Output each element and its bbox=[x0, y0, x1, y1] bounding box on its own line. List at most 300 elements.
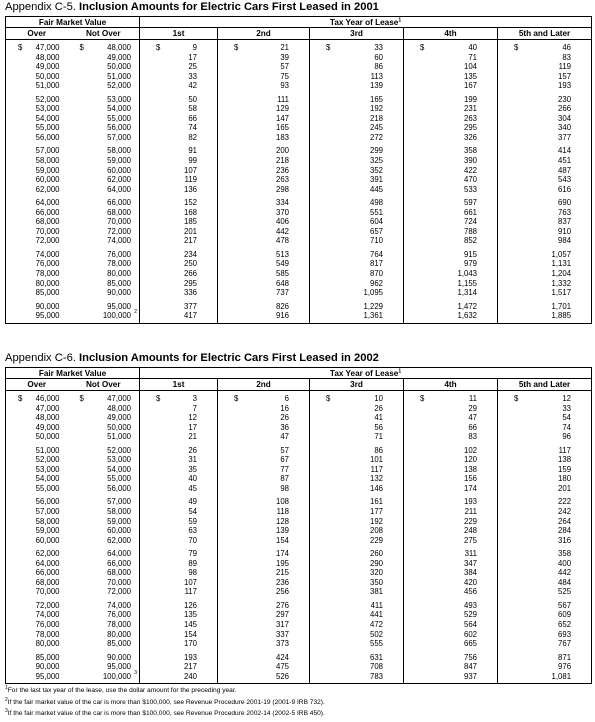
cell-value: 74,000 bbox=[107, 600, 132, 610]
dollar-sign bbox=[80, 53, 88, 63]
dollar-sign bbox=[18, 250, 26, 260]
cell-value: 156 bbox=[464, 474, 478, 484]
dollar-sign bbox=[234, 620, 242, 630]
dollar-sign bbox=[234, 104, 242, 114]
inclusion-table-2002 bbox=[5, 367, 592, 684]
dollar-sign bbox=[514, 166, 522, 176]
data-cell-column bbox=[498, 494, 592, 546]
dollar-sign bbox=[156, 662, 164, 672]
dollar-sign bbox=[234, 156, 242, 166]
dollar-sign bbox=[156, 610, 164, 620]
cell-value: 358 bbox=[464, 146, 478, 156]
cell-value: 154 bbox=[276, 535, 290, 545]
table-cell bbox=[6, 446, 68, 456]
table-cell bbox=[498, 653, 591, 663]
cell-value: 101 bbox=[370, 455, 384, 465]
cell-value: 661 bbox=[464, 207, 478, 217]
dollar-sign bbox=[156, 404, 164, 414]
dollar-sign bbox=[420, 601, 428, 611]
cell-value: 66,000 bbox=[35, 207, 60, 217]
cell-value: 129 bbox=[276, 104, 290, 114]
table-cell bbox=[140, 559, 217, 569]
cell-value: 317 bbox=[276, 620, 290, 630]
cell-value: 54,000 bbox=[35, 474, 60, 484]
cell-value: 68,000 bbox=[107, 207, 132, 217]
table-cell bbox=[404, 250, 497, 260]
dollar-sign bbox=[326, 133, 334, 143]
table-cell bbox=[6, 62, 68, 72]
dollar-sign bbox=[420, 630, 428, 640]
data-cell-column bbox=[404, 247, 498, 299]
dollar-sign bbox=[420, 536, 428, 546]
dollar-sign bbox=[18, 507, 26, 517]
table-cell bbox=[68, 465, 140, 475]
table-cell bbox=[404, 497, 497, 507]
dollar-sign bbox=[80, 62, 88, 72]
table-cell bbox=[68, 236, 140, 246]
dollar-sign bbox=[156, 620, 164, 630]
table-cell bbox=[310, 311, 403, 321]
cell-value: 64,000 bbox=[107, 549, 132, 559]
cell-value: 185 bbox=[184, 217, 198, 227]
data-group-row bbox=[6, 598, 592, 650]
cell-value: 50,000 bbox=[35, 71, 60, 81]
table-cell bbox=[498, 185, 591, 195]
dollar-sign bbox=[514, 413, 522, 423]
dollar-sign bbox=[156, 474, 164, 484]
data-cell-column bbox=[68, 443, 140, 495]
cell-value: 211 bbox=[464, 507, 478, 517]
footnote-marker: 3 bbox=[5, 707, 8, 714]
cell-value: 57,000 bbox=[107, 497, 132, 507]
dollar-sign: $ bbox=[79, 394, 84, 403]
cell-value: 55,000 bbox=[35, 483, 60, 493]
cell-value: 113 bbox=[370, 71, 384, 81]
cell-value: 657 bbox=[370, 226, 384, 236]
dollar-sign bbox=[80, 620, 88, 630]
dollar-sign bbox=[420, 507, 428, 517]
table-cell bbox=[140, 217, 217, 227]
table-cell bbox=[498, 517, 591, 527]
table-cell bbox=[68, 269, 140, 279]
data-group-row bbox=[6, 494, 592, 546]
dollar-sign bbox=[80, 133, 88, 143]
table-cell bbox=[310, 432, 403, 442]
tax-year-label: Tax Year of Lease bbox=[329, 368, 399, 378]
table-cell bbox=[404, 185, 497, 195]
dollar-sign bbox=[156, 123, 164, 133]
table-cell bbox=[310, 423, 403, 433]
dollar-sign bbox=[80, 198, 88, 208]
cell-value: 54 bbox=[188, 507, 198, 517]
cell-value: 916 bbox=[276, 311, 290, 321]
data-cell-column bbox=[6, 546, 68, 598]
table-cell bbox=[6, 104, 68, 114]
cell-value: 159 bbox=[558, 464, 572, 474]
data-cell-column bbox=[218, 92, 310, 144]
cell-value: 47 bbox=[468, 413, 478, 423]
cell-value: 58,000 bbox=[107, 507, 132, 517]
data-cell-column bbox=[404, 391, 498, 443]
table-cell bbox=[404, 526, 497, 536]
group-header-row bbox=[6, 17, 592, 28]
dollar-sign bbox=[156, 432, 164, 442]
cell-value: 98 bbox=[188, 568, 198, 578]
cell-value: 50 bbox=[188, 94, 198, 104]
table-cell bbox=[140, 394, 217, 404]
dollar-sign bbox=[80, 250, 88, 260]
table-cell bbox=[498, 43, 591, 53]
data-cell-column bbox=[218, 650, 310, 684]
cell-value: 117 bbox=[370, 464, 384, 474]
cell-value: 609 bbox=[558, 610, 572, 620]
table-cell bbox=[404, 236, 497, 246]
dollar-sign bbox=[326, 413, 334, 423]
dollar-sign bbox=[420, 227, 428, 237]
table-cell bbox=[68, 146, 140, 156]
dollar-sign bbox=[514, 474, 522, 484]
data-cell-column bbox=[404, 546, 498, 598]
table-cell bbox=[218, 413, 309, 423]
dollar-sign bbox=[420, 474, 428, 484]
table-cell bbox=[140, 497, 217, 507]
table-cell bbox=[6, 432, 68, 442]
cell-value: 108 bbox=[276, 497, 290, 507]
cell-value: 80,000 bbox=[35, 639, 60, 649]
dollar-sign bbox=[156, 526, 164, 536]
data-cell-column bbox=[310, 650, 404, 684]
cell-value: 72,000 bbox=[35, 600, 60, 610]
table-cell bbox=[6, 208, 68, 218]
cell-value: 100,000 bbox=[102, 671, 132, 681]
cell-value: 85,000 bbox=[107, 278, 132, 288]
dollar-sign bbox=[18, 630, 26, 640]
cell-value: 147 bbox=[276, 113, 290, 123]
dollar-sign bbox=[234, 578, 242, 588]
cell-value: 350 bbox=[370, 577, 384, 587]
cell-value: 54 bbox=[562, 413, 572, 423]
dollar-sign bbox=[156, 72, 164, 82]
data-cell-column bbox=[140, 92, 218, 144]
dollar-sign bbox=[420, 133, 428, 143]
table-cell bbox=[6, 423, 68, 433]
cell-value: 117 bbox=[184, 587, 198, 597]
table-cell bbox=[68, 288, 140, 298]
cell-value: 484 bbox=[558, 577, 572, 587]
table-cell bbox=[404, 198, 497, 208]
cell-value: 76,000 bbox=[107, 610, 132, 620]
table-cell bbox=[310, 474, 403, 484]
dollar-sign bbox=[156, 288, 164, 298]
dollar-sign bbox=[514, 250, 522, 260]
cell-value: 99 bbox=[188, 156, 198, 166]
table-cell bbox=[404, 474, 497, 484]
cell-value: 91 bbox=[188, 146, 198, 156]
table-cell bbox=[140, 72, 217, 82]
dollar-sign bbox=[420, 175, 428, 185]
dollar-sign bbox=[326, 250, 334, 260]
table-cell bbox=[68, 114, 140, 124]
table-cell bbox=[6, 288, 68, 298]
table-cell bbox=[140, 653, 217, 663]
table-cell bbox=[404, 465, 497, 475]
cell-value: 59,000 bbox=[107, 516, 132, 526]
table-cell bbox=[6, 279, 68, 289]
dollar-sign bbox=[234, 302, 242, 312]
dollar-sign bbox=[514, 620, 522, 630]
table-cell bbox=[404, 423, 497, 433]
cell-value: 229 bbox=[464, 516, 478, 526]
dollar-sign bbox=[18, 517, 26, 527]
cell-value: 487 bbox=[558, 165, 572, 175]
dollar-sign bbox=[514, 497, 522, 507]
cell-value: 76,000 bbox=[107, 249, 132, 259]
cell-value: 390 bbox=[464, 156, 478, 166]
dollar-sign bbox=[18, 423, 26, 433]
dollar-sign bbox=[420, 423, 428, 433]
table-cell bbox=[140, 526, 217, 536]
table-cell bbox=[140, 639, 217, 649]
data-cell-column bbox=[140, 391, 218, 443]
cell-value: 12 bbox=[188, 413, 198, 423]
dollar-sign bbox=[18, 578, 26, 588]
cell-value: 533 bbox=[464, 184, 478, 194]
dollar-sign bbox=[80, 446, 88, 456]
table-cell bbox=[218, 62, 309, 72]
data-cell-column bbox=[140, 598, 218, 650]
cell-value: 139 bbox=[370, 81, 384, 91]
table-cell bbox=[140, 601, 217, 611]
cell-value: 334 bbox=[276, 198, 290, 208]
cell-value: 420 bbox=[464, 577, 478, 587]
dollar-sign bbox=[420, 288, 428, 298]
table-cell bbox=[68, 198, 140, 208]
dollar-sign bbox=[420, 662, 428, 672]
cell-value: 11 bbox=[468, 394, 478, 403]
dollar-sign bbox=[326, 601, 334, 611]
dollar-sign bbox=[156, 672, 164, 682]
cell-value: 788 bbox=[464, 226, 478, 236]
cell-value: 208 bbox=[370, 526, 384, 536]
dollar-sign bbox=[420, 208, 428, 218]
table-cell bbox=[310, 653, 403, 663]
dollar-sign bbox=[234, 630, 242, 640]
dollar-sign bbox=[420, 653, 428, 663]
cell-value: 201 bbox=[558, 483, 572, 493]
cell-value: 1,332 bbox=[551, 278, 572, 288]
cell-value: 183 bbox=[276, 132, 290, 142]
table-cell bbox=[498, 404, 591, 414]
cell-value: 72,000 bbox=[107, 226, 132, 236]
table-title-main: Inclusion Amounts for Electric Cars First Leased in 2001 bbox=[79, 1, 379, 13]
column-header: 5th and Later bbox=[498, 28, 592, 40]
dollar-sign bbox=[514, 95, 522, 105]
cell-value: 236 bbox=[276, 577, 290, 587]
dollar-sign bbox=[420, 620, 428, 630]
dollar-sign bbox=[420, 166, 428, 176]
table-cell bbox=[6, 568, 68, 578]
dollar-sign bbox=[420, 114, 428, 124]
cell-value: 33 bbox=[188, 71, 198, 81]
cell-value: 86 bbox=[374, 445, 384, 455]
dollar-sign bbox=[80, 227, 88, 237]
table-cell bbox=[6, 95, 68, 105]
dollar-sign bbox=[514, 639, 522, 649]
dollar-sign bbox=[234, 587, 242, 597]
cell-value: 424 bbox=[276, 652, 290, 662]
table-cell bbox=[140, 662, 217, 672]
cell-value: 17 bbox=[188, 52, 198, 62]
dollar-sign bbox=[234, 526, 242, 536]
dollar-sign bbox=[234, 175, 242, 185]
cell-value: 89 bbox=[188, 558, 198, 568]
table-cell bbox=[498, 413, 591, 423]
dollar-sign bbox=[156, 601, 164, 611]
table-cell bbox=[310, 404, 403, 414]
table-cell bbox=[498, 474, 591, 484]
dollar-sign bbox=[420, 250, 428, 260]
cell-value: 767 bbox=[558, 639, 572, 649]
dollar-sign bbox=[514, 587, 522, 597]
cell-value: 26 bbox=[188, 445, 198, 455]
table-cell bbox=[218, 43, 309, 53]
dollar-sign bbox=[514, 432, 522, 442]
dollar-sign bbox=[80, 507, 88, 517]
cell-value: 1,632 bbox=[457, 311, 478, 321]
table-cell bbox=[310, 53, 403, 63]
data-cell-column bbox=[498, 299, 592, 324]
data-cell-column bbox=[498, 195, 592, 247]
table-title-prefix: Appendix C-6. bbox=[5, 352, 76, 364]
dollar-sign bbox=[420, 465, 428, 475]
dollar-sign bbox=[234, 227, 242, 237]
table-cell bbox=[404, 455, 497, 465]
dollar-sign bbox=[156, 259, 164, 269]
footnote-text: If the fair market value of the car is more than $100,000, see Revenue Procedure 2001-19 (2001-9 IRB 732). bbox=[7, 699, 325, 706]
cell-value: 85,000 bbox=[35, 288, 60, 298]
dollar-sign bbox=[514, 227, 522, 237]
table-cell bbox=[218, 95, 309, 105]
dollar-sign bbox=[18, 672, 26, 682]
cell-value: 78,000 bbox=[35, 269, 60, 279]
dollar-sign bbox=[234, 208, 242, 218]
table-cell bbox=[68, 601, 140, 611]
data-cell-column bbox=[218, 443, 310, 495]
table-cell bbox=[498, 62, 591, 72]
dollar-sign bbox=[156, 302, 164, 312]
dollar-sign bbox=[80, 559, 88, 569]
table-cell bbox=[310, 672, 403, 682]
cell-value: 451 bbox=[558, 156, 572, 166]
table-cell bbox=[140, 302, 217, 312]
dollar-sign bbox=[514, 279, 522, 289]
cell-value: 373 bbox=[276, 639, 290, 649]
cell-value: 86 bbox=[374, 62, 384, 72]
dollar-sign bbox=[156, 423, 164, 433]
table-cell bbox=[498, 311, 591, 321]
cell-value: 26 bbox=[374, 403, 384, 413]
data-group-row bbox=[6, 299, 592, 324]
table-cell bbox=[310, 662, 403, 672]
table-cell bbox=[140, 95, 217, 105]
dollar-sign bbox=[326, 288, 334, 298]
table-cell bbox=[404, 517, 497, 527]
cell-value: 551 bbox=[370, 207, 384, 217]
dollar-sign bbox=[80, 568, 88, 578]
dollar-sign bbox=[514, 269, 522, 279]
table-cell bbox=[498, 484, 591, 494]
cell-value: 41 bbox=[374, 413, 384, 423]
table-cell bbox=[498, 432, 591, 442]
table-cell bbox=[310, 639, 403, 649]
table-cell bbox=[498, 559, 591, 569]
table-cell bbox=[140, 423, 217, 433]
cell-value: 145 bbox=[184, 620, 198, 630]
cell-value: 1,081 bbox=[551, 671, 572, 681]
column-header: 4th bbox=[404, 28, 498, 40]
cell-value: 33 bbox=[374, 43, 384, 52]
table-cell bbox=[310, 517, 403, 527]
table-cell bbox=[218, 559, 309, 569]
dollar-sign bbox=[80, 208, 88, 218]
dollar-sign bbox=[326, 672, 334, 682]
dollar-sign bbox=[420, 95, 428, 105]
column-header: Over bbox=[6, 28, 68, 40]
cell-value: 60 bbox=[374, 52, 384, 62]
data-cell-column bbox=[140, 40, 218, 92]
table-cell bbox=[140, 455, 217, 465]
dollar-sign bbox=[18, 146, 26, 156]
dollar-sign bbox=[18, 156, 26, 166]
table-cell bbox=[498, 587, 591, 597]
cell-value: 90,000 bbox=[35, 301, 60, 311]
dollar-sign bbox=[234, 536, 242, 546]
table-cell bbox=[140, 208, 217, 218]
data-cell-column bbox=[218, 40, 310, 92]
dollar-sign bbox=[326, 259, 334, 269]
table-cell bbox=[68, 536, 140, 546]
dollar-sign bbox=[234, 559, 242, 569]
table-cell bbox=[498, 455, 591, 465]
cell-value: 384 bbox=[464, 568, 478, 578]
table-cell bbox=[404, 578, 497, 588]
dollar-sign bbox=[234, 497, 242, 507]
cell-value: 693 bbox=[558, 629, 572, 639]
dollar-sign bbox=[80, 653, 88, 663]
cell-value: 68,000 bbox=[35, 217, 60, 227]
table-cell bbox=[140, 227, 217, 237]
dollar-sign bbox=[326, 95, 334, 105]
table-cell bbox=[6, 302, 68, 312]
cell-value: 64,000 bbox=[35, 198, 60, 208]
dollar-sign bbox=[80, 404, 88, 414]
dollar-sign bbox=[156, 465, 164, 475]
table-cell bbox=[404, 123, 497, 133]
table-cell bbox=[310, 549, 403, 559]
cell-value: 85,000 bbox=[107, 639, 132, 649]
table-cell bbox=[218, 630, 309, 640]
dollar-sign bbox=[80, 279, 88, 289]
table-cell bbox=[218, 497, 309, 507]
data-cell-column bbox=[218, 391, 310, 443]
dollar-sign bbox=[18, 236, 26, 246]
data-cell-column bbox=[310, 143, 404, 195]
dollar-sign bbox=[18, 497, 26, 507]
table-cell bbox=[404, 279, 497, 289]
table-cell bbox=[6, 236, 68, 246]
table-cell bbox=[218, 279, 309, 289]
dollar-sign bbox=[514, 175, 522, 185]
